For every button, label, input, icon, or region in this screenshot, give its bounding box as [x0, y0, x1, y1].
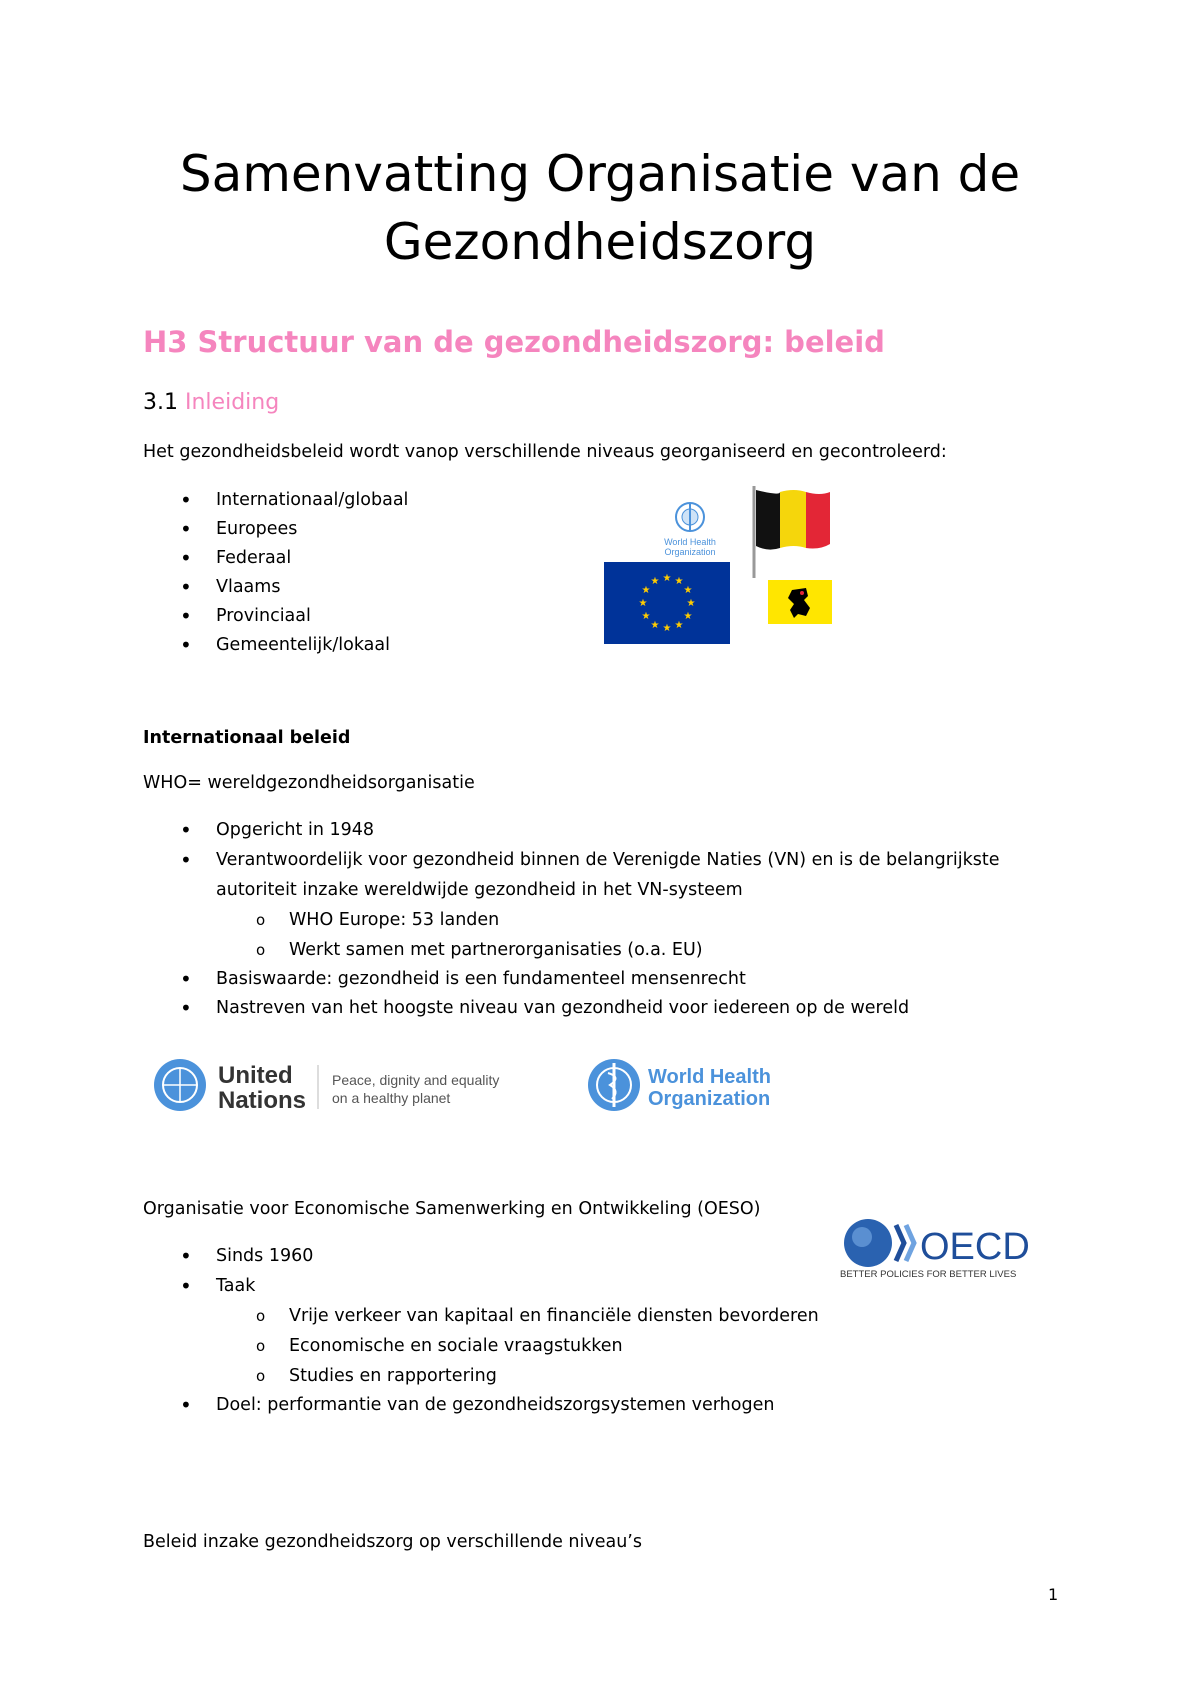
svg-text:★: ★ — [674, 576, 684, 587]
who-definition: WHO= wereldgezondheidsorganisatie — [143, 773, 475, 793]
un-line1: United — [218, 1062, 293, 1089]
list-item: • Federaal — [143, 544, 408, 573]
list-item: • Nastreven van het hoogste niveau van gezondheid voor iedereen op de wereld — [143, 994, 1036, 1023]
who-list — [143, 816, 1036, 1023]
list-item: • Sinds 1960 — [143, 1242, 1036, 1271]
svg-text:★: ★ — [638, 598, 648, 609]
who-small-line1: World Health — [664, 537, 716, 547]
intl-policy-heading: Internationaal beleid — [143, 728, 351, 748]
svg-text:★: ★ — [683, 611, 693, 622]
list-item: • Internationaal/globaal — [143, 486, 408, 515]
un-line2: Nations — [218, 1087, 307, 1114]
svg-text:★: ★ — [650, 576, 660, 587]
page-number: 1 — [1048, 1585, 1059, 1604]
united-nations-logo — [150, 1055, 530, 1115]
svg-text:★: ★ — [641, 611, 651, 622]
section-number: 3.1 — [143, 390, 178, 415]
levels-list — [143, 486, 408, 660]
sublist-item: o Studies en rapportering — [216, 1361, 1036, 1391]
oeso-sublist — [216, 1301, 1036, 1391]
list-item: • Opgericht in 1948 — [143, 816, 1036, 845]
sublist-item: o Vrije verkeer van kapitaal en financiële diensten bevorderen — [216, 1301, 1036, 1331]
who-line2: Organization — [648, 1088, 771, 1110]
svg-text:★: ★ — [683, 585, 693, 596]
svg-text:★: ★ — [662, 573, 672, 584]
svg-text:★: ★ — [662, 623, 672, 634]
belgian-flag-icon — [750, 486, 834, 578]
list-item — [143, 845, 1036, 965]
oeso-list — [143, 1242, 1036, 1420]
sublist-item: o Economische en sociale vraagstukken — [216, 1331, 1036, 1361]
list-item: • Gemeentelijk/lokaal — [143, 631, 408, 660]
list-item-text: Taak — [216, 1276, 256, 1296]
sublist-item: o Werkt samen met partnerorganisaties (o.a. EU) — [216, 935, 1036, 965]
svg-text:★: ★ — [686, 598, 696, 609]
oeso-heading: Organisatie voor Economische Samenwerking en Ontwikkeling (OESO) — [143, 1199, 761, 1219]
svg-text:★: ★ — [674, 620, 684, 631]
who-small-line2: Organization — [664, 547, 716, 557]
who-small-logo — [650, 500, 730, 562]
list-item: • Europees — [143, 515, 408, 544]
sublist-item: o WHO Europe: 53 landen — [216, 905, 1036, 935]
un-tagline2: on a healthy planet — [332, 1090, 451, 1106]
list-item: • Basiswaarde: gezondheid is een fundamenteel mensenrecht — [143, 965, 1036, 994]
section-heading — [143, 390, 279, 415]
who-line1: World Health — [648, 1066, 771, 1088]
document-title: Samenvatting Organisatie van de Gezondheidszorg — [179, 145, 1021, 271]
oecd-tagline: BETTER POLICIES FOR BETTER LIVES — [840, 1269, 1017, 1279]
section-title: Inleiding — [185, 390, 280, 415]
intro-paragraph: Het gezondheidsbeleid wordt vanop verschillende niveaus georganiseerd en gecontroleerd: — [143, 442, 947, 462]
list-item: • Provinciaal — [143, 602, 408, 631]
eu-flag-icon — [604, 562, 730, 644]
who-logo — [584, 1055, 784, 1115]
list-item: • Vlaams — [143, 573, 408, 602]
un-tagline1: Peace, dignity and equality — [332, 1072, 500, 1088]
chapter-heading: H3 Structuur van de gezondheidszorg: beleid — [143, 325, 885, 359]
list-item — [143, 1271, 1036, 1391]
svg-text:★: ★ — [650, 620, 660, 631]
final-paragraph: Beleid inzake gezondheidszorg op verschillende niveau’s — [143, 1532, 642, 1552]
list-item: • Doel: performantie van de gezondheidszorgsystemen verhogen — [143, 1391, 1036, 1420]
oecd-wordmark: OECD — [920, 1226, 1030, 1268]
who-sublist — [216, 905, 1036, 965]
flemish-flag-icon — [768, 580, 832, 624]
list-item-text: Verantwoordelijk voor gezondheid binnen de Verenigde Naties (VN) en is de belangrijkste autoriteit inzake wereldwijde gezondheid in het VN-systeem — [216, 850, 1000, 900]
svg-text:★: ★ — [641, 585, 651, 596]
